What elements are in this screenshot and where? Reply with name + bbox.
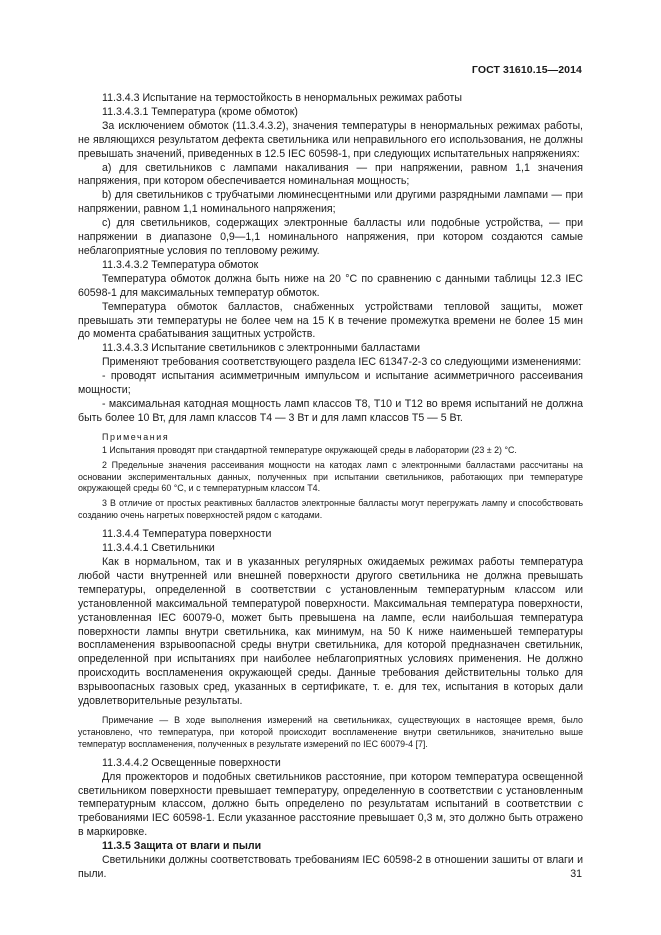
- paragraph: Светильники должны соответствовать требованиям IEC 60598-2 в отношении зашиты от влаги и пыли.: [78, 854, 583, 880]
- clause-11-3-4-3-title: 11.3.4.3 Испытание на термостойкость в ненормальных режимах работы: [102, 92, 462, 104]
- paragraph: Температура обмоток балластов, снабженных устройствами тепловой защиты, может превышать эти температуры не более чем на 15 К в течение промежутка времени не более 15 мин до момента срабатывания защитных устройств.: [78, 300, 583, 341]
- clause-11-3-4-4-1-title: 11.3.4.4.1 Светильники: [102, 542, 215, 555]
- note-3: 3 В отличие от простых реактивных балластов электронные балласты могут перегружать лампу и способствовать созданию очень нагретых поверхностей рядом с катодами.: [78, 498, 583, 521]
- list-item-b: b) для светильников с трубчатыми люминесцентными или другими разрядными лампами — при напряжении, равном 1,1 номинального напряжения;: [78, 189, 583, 216]
- clause-11-3-4-3-2-title: 11.3.4.3.2 Температура обмоток: [102, 258, 259, 271]
- dash-item: - проводят испытания асимметричным импульсом и испытание асимметричного рассеивания мощности;: [78, 370, 583, 397]
- paragraph: За исключением обмоток (11.3.4.3.2), значения температуры в ненормальных режимах работы, не являющихся результатом дефекта светильника или неправильного его использования, не должны превышать значений, приведенных в 12.5 IEC 60598-1, при следующих испытательных напряжениях:: [78, 119, 583, 160]
- paragraph: Как в нормальном, так и в указанных регулярных ожидаемых режимах работы температура любой части внутренней или внешней поверхности другого светильника не должна превышать температуры, определенной в соответствии с установленным температурным классом или установленной максимальной температурой поверхности. Максимальная температура поверхности, установленная IEC 60079-0, может быть превышена на лампе, если наибольшая температура поверхности лампы внутри светильника, как минимум, на 50 К ниже наименьшей температуры воспламенения взрывоопасной среды внутри светильника, для которой предназначен светильник, определенной при испытаниях при наиболее неблагоприятных условиях применения. Не должно происходить воспламенения окружающей среды. Данные требования действительны только для взрывоопасных газовых сред, указанных в сертификате, т. е. для тех, испытания в которых дали удовлетворительные результаты.: [78, 556, 583, 708]
- paragraph: Температура обмоток должна быть ниже на 20 °С по сравнению с данными таблицы 12.3 IEC 60598-1 для максимальных температур обмоток.: [78, 272, 583, 299]
- clause-11-3-4-4-2-title: 11.3.4.4.2 Освещенные поверхности: [102, 756, 281, 769]
- note-2: 2 Предельные значения рассеивания мощности на катодах ламп с электронными балластами рассчитаны на основании экспериментальных данных, полученных при испытании светильников, работающих при температуре окружающей среды 60 °С, и с температурным классом Т4.: [78, 459, 583, 494]
- standard-designation: ГОСТ 31610.15—2014: [471, 64, 582, 76]
- note-single: Примечание — В ходе выполнения измерений на светильниках, существующих в настоящее время, было установлено, что температура, при которой происходит воспламенение внутри светильников, значительно выше температур воспламенения, полученных в результате измерений по IEC 60079-4 [7].: [78, 714, 583, 749]
- paragraph: Для прожекторов и подобных светильников расстояние, при котором температура освещенной светильником поверхности превышает температуру, определенную в соответствии с установленным температурным классом, должно быть определено по результатам испытаний в соответствии с требованиями IEC 60598-1. Если указанное расстояние превышает 0,3 м, это должно быть отражено в маркировке.: [78, 770, 583, 839]
- clause-11-3-4-3-1-title: 11.3.4.3.1 Температура (кроме обмоток): [102, 105, 298, 118]
- note-1: 1 Испытания проводят при стандартной температуре окружающей среды в лаборатории (23 ± 2) °С.: [102, 444, 517, 455]
- clause-11-3-4-3-3-title: 11.3.4.3.3 Испытание светильников с электронными балластами: [102, 342, 420, 355]
- page-number: 31: [570, 868, 582, 880]
- dash-item: - максимальная катодная мощность ламп классов Т8, Т10 и Т12 во время испытаний не должна быть более 10 Вт, для ламп классов Т4 — 3 Вт и для ламп классов Т5 — 5 Вт.: [78, 397, 583, 424]
- clause-11-3-4-4-title: 11.3.4.4 Температура поверхности: [102, 528, 272, 541]
- list-item-c: с) для светильников, содержащих электронные балласты или подобные устройства, — при напряжении в диапазоне 0,9—1,1 номинального напряжения, при котором создаются самые неблагоприятные условия по тепловому режиму.: [78, 217, 583, 257]
- notes-label: Примечания: [102, 431, 170, 442]
- paragraph: Применяют требования соответствующего раздела IEC 61347-2-3 со следующими изменениями:: [102, 356, 582, 369]
- list-item-a: а) для светильников с лампами накаливания — при напряжении, равном 1,1 значения напряжения, при котором обеспечивается номинальная мощность;: [78, 161, 583, 188]
- section-11-3-5-heading: 11.3.5 Защита от влаги и пыли: [102, 840, 262, 853]
- page-body: [78, 92, 583, 882]
